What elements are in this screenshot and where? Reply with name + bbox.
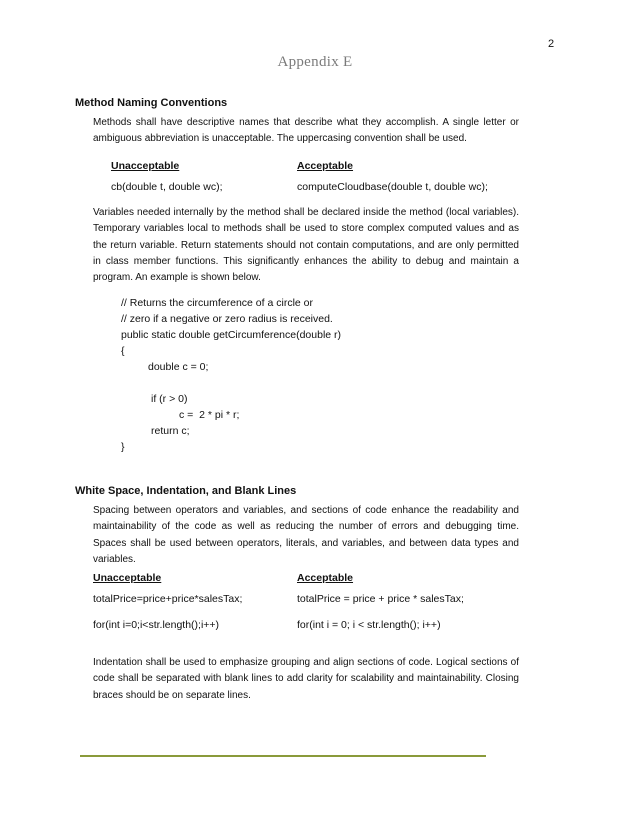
white-space-paragraph: Spacing between operators and variables, and sections of code enhance the readability and maintainability of the code as well as reducing the number of errors and debugging time. Spaces shall be used between operators, literals, and variables, and between data types and variables. — [93, 505, 519, 565]
acceptable-example: totalPrice = price + price * salesTax; — [297, 593, 464, 605]
indentation-paragraph: Indentation shall be used to emphasize grouping and align sections of code. Logical sections of code shall be separated with blank lines to add clarity for scalability and maintainability. Closing braces should be on separate lines. — [93, 657, 519, 701]
code-line: if (r > 0) — [151, 393, 188, 405]
footer-rule — [80, 755, 486, 757]
method-naming-paragraph: Methods shall have descriptive names that describe what they accomplish. A single letter or ambiguous abbreviation is unacceptable. The uppercasing convention shall be used. — [93, 117, 519, 145]
code-line: double c = 0; — [148, 361, 209, 373]
acceptable-label: Acceptable — [297, 572, 354, 584]
code-line: { — [121, 345, 125, 357]
acceptable-label: Acceptable — [297, 160, 354, 172]
code-line: c = 2 * pi * r; — [179, 409, 240, 421]
unacceptable-label: Unacceptable — [93, 572, 162, 584]
page-number: 2 — [548, 38, 555, 50]
code-line: // zero if a negative or zero radius is received. — [121, 313, 333, 325]
code-line: } — [121, 441, 125, 453]
acceptable-example: computeCloudbase(double t, double wc); — [297, 181, 488, 193]
local-variables-paragraph: Variables needed internally by the method shall be declared inside the method (local variables). Temporary variables local to methods shall be used to store complex computed values and as the return variable. Return statements should not contain computations, and are only permitted in class member functions. This significantly enhances the ability to debug and maintain a program. An example is shown below. — [93, 207, 519, 284]
acceptable-example: for(int i = 0; i < str.length(); i++) — [297, 619, 441, 631]
section-heading-white-space: White Space, Indentation, and Blank Lines — [75, 485, 297, 497]
unacceptable-example: cb(double t, double wc); — [111, 181, 223, 193]
code-line: // Returns the circumference of a circle or — [121, 297, 313, 309]
unacceptable-example: for(int i=0;i<str.length();i++) — [93, 619, 220, 631]
unacceptable-label: Unacceptable — [111, 160, 180, 172]
code-line: return c; — [151, 425, 190, 437]
appendix-title: Appendix E — [277, 54, 353, 70]
section-heading-method-naming: Method Naming Conventions — [75, 97, 228, 109]
unacceptable-example: totalPrice=price+price*salesTax; — [93, 593, 243, 605]
code-line: public static double getCircumference(double r) — [121, 329, 342, 341]
